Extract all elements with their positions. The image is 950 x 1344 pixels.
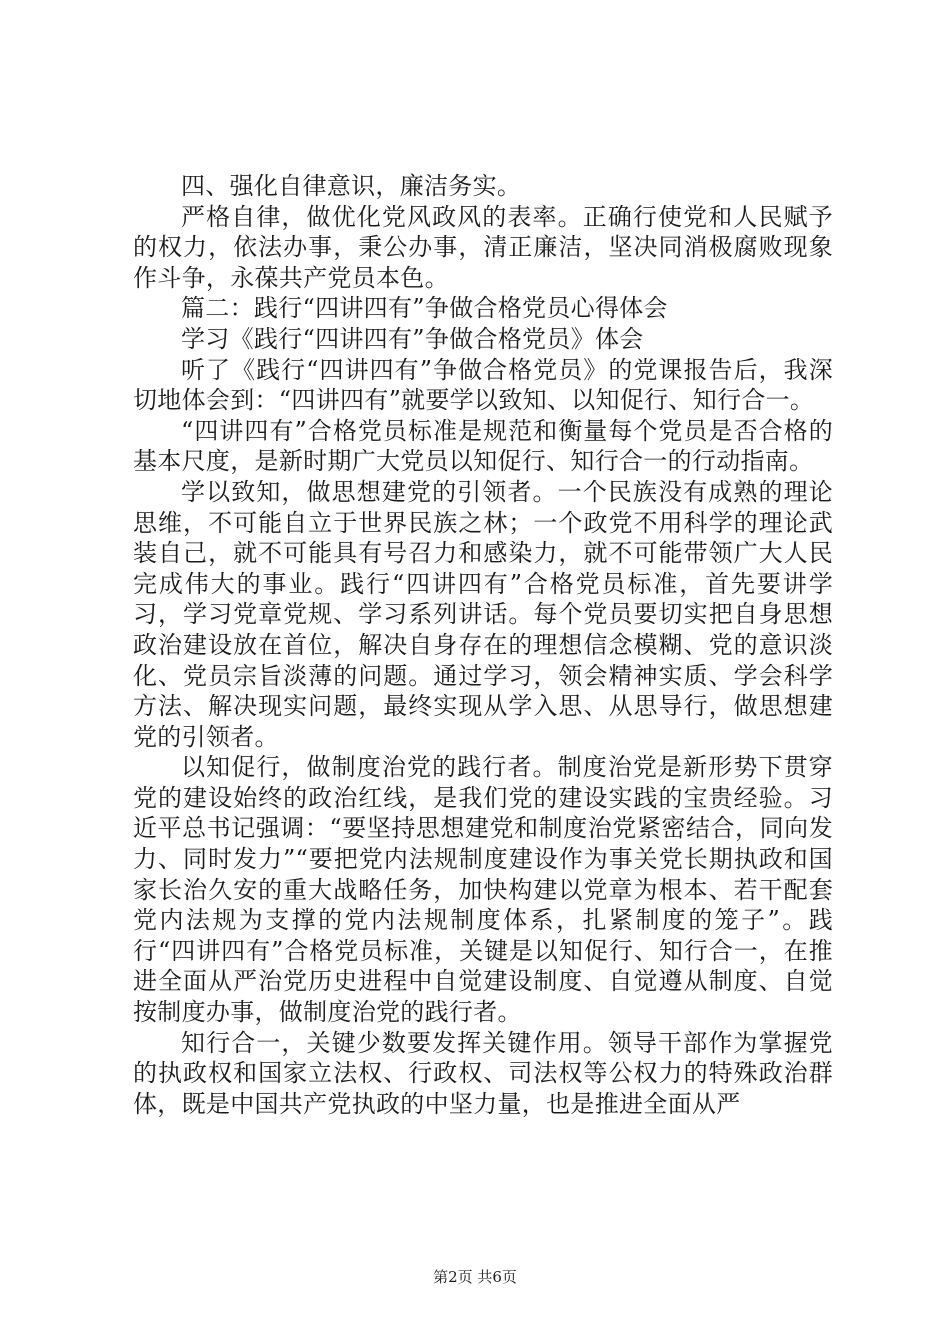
paragraph-know-to-act: 以知促行，做制度治党的践行者。制度治党是新形势下贯穿党的建设始终的政治红线，是我们党的建设实践的宝贵经验。习近平总书记强调：“要坚持思想建党和制度治党紧密结合，同向发力、同时发力”“要把党内法规制度建设作为事关党长期执政和国家长治久安的重大战略任务，加快构建以党章为根本、若干配套党内法规为支撑的党内法规制度体系，扎紧制度的笼子”。践行“四讲四有”合格党员标准，关键是以知促行、知行合一，在推进全面从严治党历史进程中自觉建设制度、自觉遵从制度、自觉按制度办事，做制度治党的践行者。 (133, 753, 833, 1027)
document-body (133, 171, 833, 1119)
paragraph-unity-knowledge-action: 知行合一，关键少数要发挥关键作用。领导干部作为掌握党的执政权和国家立法权、行政权、司法权等公权力的特殊政治群体，既是中国共产党执政的中坚力量，也是推进全面从严 (133, 1028, 833, 1118)
paragraph-self-discipline: 严格自律，做优化党风政风的表率。正确行使党和人民赋予的权力，依法办事，秉公办事，清正廉洁，坚决同消极腐败现象作斗争，永葆共产党员本色。 (133, 202, 833, 292)
paragraph-part-two-title: 篇二：践行“四讲四有”争做合格党员心得体会 (181, 294, 668, 323)
paragraph-lecture-intro: 听了《践行“四讲四有”争做合格党员》的党课报告后，我深切地体会到：“四讲四有”就要学以致知、以知促行、知行合一。 (133, 355, 833, 415)
paragraph-heading-four: 四、强化自律意识，廉洁务实。 (181, 172, 522, 200)
paragraph-learn-to-know: 学以致知，做思想建党的引领者。一个民族没有成熟的理论思维，不可能自立于世界民族之林；一个政党不用科学的理论武装自己，就不可能具有号召力和感染力，就不可能带领广大人民完成伟大的事业。践行“四讲四有”合格党员标准，首先要讲学习，学习党章党规、学习系列讲话。每个党员要切实把自身思想政治建设放在首位，解决自身存在的理想信念模糊、党的意识淡化、党员宗旨淡薄的问题。通过学习，领会精神实质、学会科学方法、解决现实问题，最终实现从学入思、从思导行，做思想建党的引领者。 (133, 477, 833, 751)
page-number-footer: 第2页 共6页 (433, 1268, 517, 1286)
paragraph-study-title: 学习《践行“四讲四有”争做合格党员》体会 (181, 324, 644, 353)
paragraph-standard: “四讲四有”合格党员标准是规范和衡量每个党员是否合格的基本尺度，是新时期广大党员以知促行、知行合一的行动指南。 (133, 416, 833, 476)
